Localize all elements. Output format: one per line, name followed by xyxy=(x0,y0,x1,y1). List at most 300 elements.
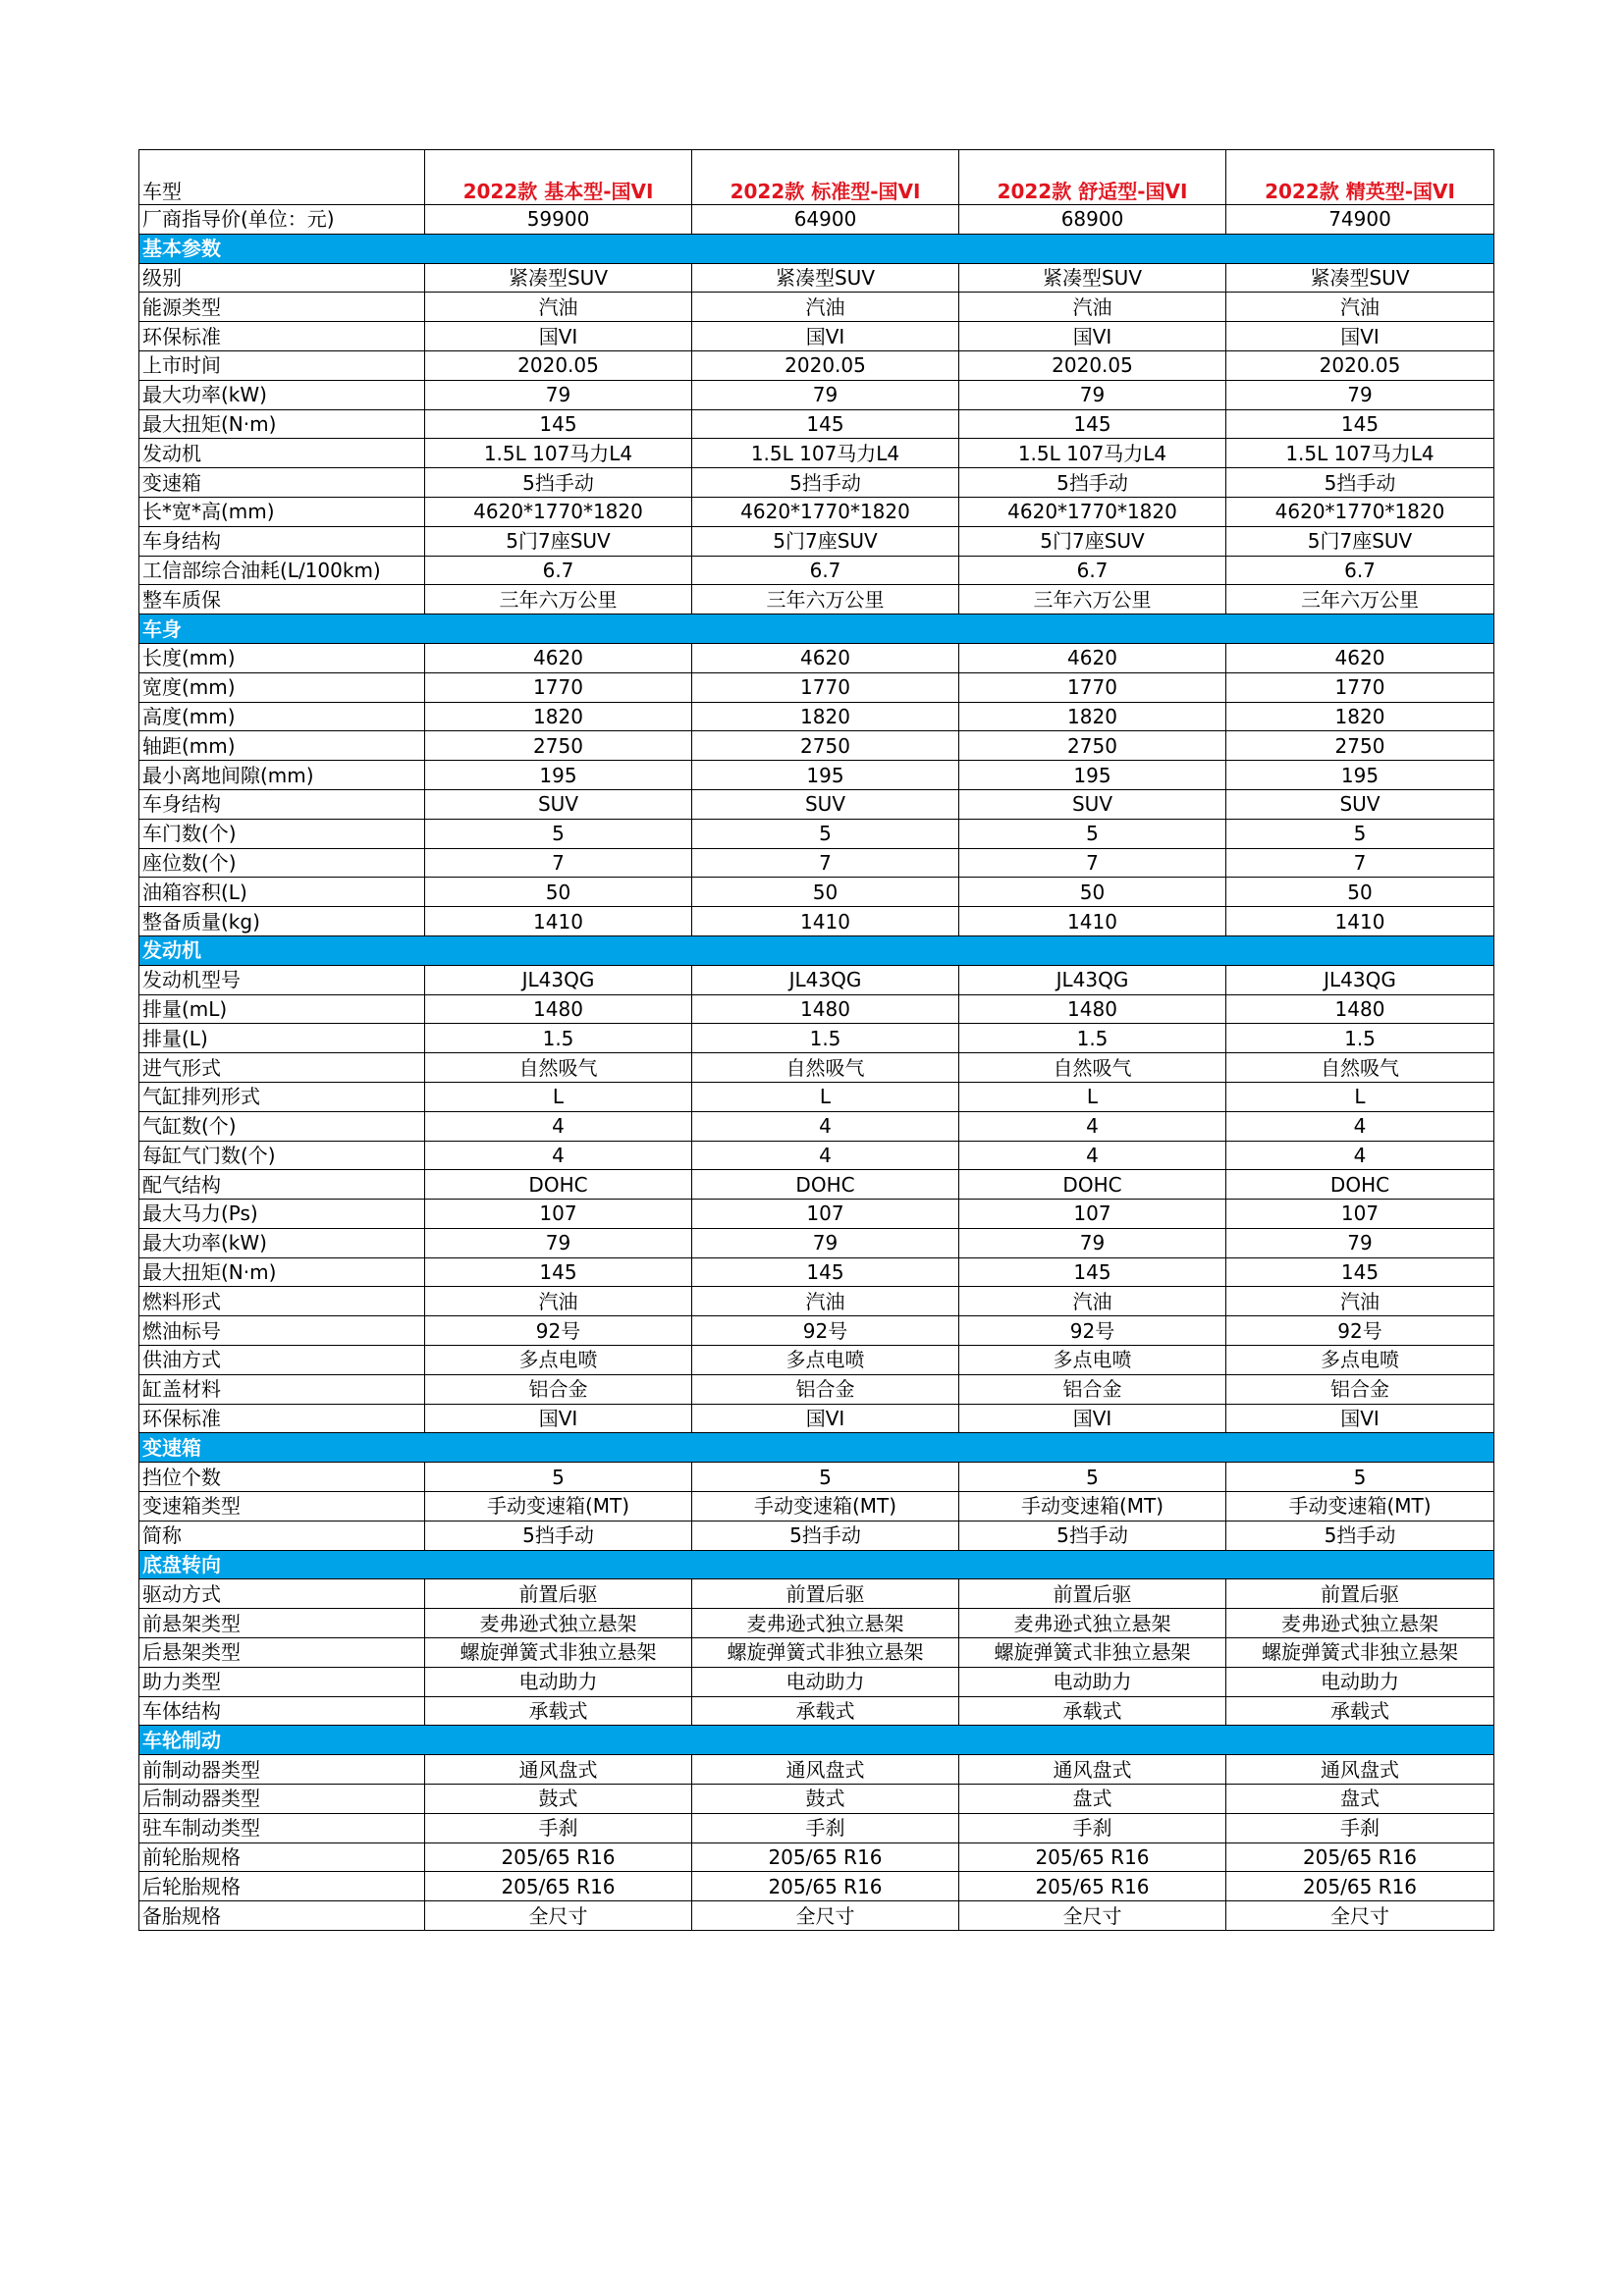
spec-label: 最大扭矩(N·m) xyxy=(139,409,425,439)
spec-label: 每缸气门数(个) xyxy=(139,1141,425,1170)
spec-value: 79 xyxy=(1226,1228,1494,1257)
section-header xyxy=(139,614,1494,644)
spec-value: 5 xyxy=(692,819,959,848)
spec-value: 79 xyxy=(425,380,692,409)
spec-label: 长*宽*高(mm) xyxy=(139,497,425,526)
spec-value: 145 xyxy=(1226,1257,1494,1287)
spec-value: 紧凑型SUV xyxy=(1226,263,1494,293)
spec-row xyxy=(139,731,1494,761)
spec-value: 50 xyxy=(425,878,692,907)
spec-value: DOHC xyxy=(425,1170,692,1200)
spec-value: 鼓式 xyxy=(425,1785,692,1814)
price-label: 厂商指导价(单位：元) xyxy=(139,205,425,235)
spec-value: DOHC xyxy=(692,1170,959,1200)
spec-value: 多点电喷 xyxy=(425,1346,692,1375)
spec-value: 手刹 xyxy=(425,1813,692,1842)
spec-value: JL43QG xyxy=(1226,965,1494,994)
spec-value: 205/65 R16 xyxy=(425,1872,692,1901)
spec-value: 1480 xyxy=(425,994,692,1024)
spec-label: 发动机 xyxy=(139,439,425,468)
spec-value: 铝合金 xyxy=(1226,1374,1494,1404)
spec-label: 后轮胎规格 xyxy=(139,1872,425,1901)
spec-row xyxy=(139,1141,1494,1170)
spec-value: 92号 xyxy=(959,1316,1226,1346)
spec-value: 通风盘式 xyxy=(692,1755,959,1785)
spec-row xyxy=(139,1316,1494,1346)
spec-value: 195 xyxy=(959,761,1226,790)
spec-value: 汽油 xyxy=(959,293,1226,322)
spec-value: 5 xyxy=(959,819,1226,848)
spec-row xyxy=(139,702,1494,731)
spec-value: 1410 xyxy=(425,907,692,936)
spec-value: 6.7 xyxy=(959,556,1226,585)
spec-row xyxy=(139,643,1494,672)
spec-value: 5挡手动 xyxy=(959,468,1226,498)
spec-value: 前置后驱 xyxy=(425,1579,692,1609)
spec-row xyxy=(139,878,1494,907)
spec-row xyxy=(139,848,1494,878)
spec-value: 盘式 xyxy=(959,1785,1226,1814)
spec-value: 79 xyxy=(1226,380,1494,409)
spec-value: 145 xyxy=(959,409,1226,439)
spec-value: 1.5 xyxy=(1226,1024,1494,1053)
spec-value: 7 xyxy=(959,848,1226,878)
spec-row xyxy=(139,1842,1494,1872)
spec-value: 205/65 R16 xyxy=(1226,1842,1494,1872)
spec-label: 整备质量(kg) xyxy=(139,907,425,936)
spec-row xyxy=(139,1287,1494,1316)
spec-row xyxy=(139,1492,1494,1522)
spec-value: 7 xyxy=(425,848,692,878)
spec-value: 麦弗逊式独立悬架 xyxy=(959,1609,1226,1638)
spec-value: 107 xyxy=(1226,1200,1494,1229)
spec-value: JL43QG xyxy=(425,965,692,994)
section-title: 发动机 xyxy=(139,935,1494,965)
spec-value: 5 xyxy=(1226,819,1494,848)
spec-label: 变速箱 xyxy=(139,468,425,498)
spec-value: 205/65 R16 xyxy=(1226,1872,1494,1901)
spec-value: 通风盘式 xyxy=(1226,1755,1494,1785)
spec-value: 5 xyxy=(1226,1463,1494,1492)
header-label: 车型 xyxy=(139,150,425,205)
spec-value: 汽油 xyxy=(692,1287,959,1316)
spec-value: 195 xyxy=(425,761,692,790)
spec-value: 螺旋弹簧式非独立悬架 xyxy=(692,1638,959,1668)
spec-row xyxy=(139,585,1494,614)
spec-label: 最大马力(Ps) xyxy=(139,1200,425,1229)
section-header xyxy=(139,1433,1494,1463)
spec-value: 1820 xyxy=(1226,702,1494,731)
spec-value: 145 xyxy=(959,1257,1226,1287)
spec-value: 4620*1770*1820 xyxy=(1226,497,1494,526)
spec-value: SUV xyxy=(959,789,1226,819)
spec-value: 国VI xyxy=(959,1404,1226,1433)
spec-value: 5 xyxy=(959,1463,1226,1492)
spec-row xyxy=(139,1228,1494,1257)
spec-row xyxy=(139,1024,1494,1053)
spec-label: 驱动方式 xyxy=(139,1579,425,1609)
spec-value: 多点电喷 xyxy=(959,1346,1226,1375)
spec-value: 全尺寸 xyxy=(425,1901,692,1931)
spec-value: 1.5 xyxy=(959,1024,1226,1053)
model-header-row xyxy=(139,150,1494,205)
spec-value: 7 xyxy=(1226,848,1494,878)
spec-value: 79 xyxy=(959,1228,1226,1257)
spec-row xyxy=(139,1374,1494,1404)
model-name: 2022款 精英型-国VI xyxy=(1226,150,1494,205)
spec-row xyxy=(139,789,1494,819)
spec-value: 2750 xyxy=(425,731,692,761)
spec-row xyxy=(139,1755,1494,1785)
spec-row xyxy=(139,965,1494,994)
spec-value: 铝合金 xyxy=(425,1374,692,1404)
spec-label: 气缸数(个) xyxy=(139,1111,425,1141)
spec-value: 1770 xyxy=(692,672,959,702)
spec-table-body xyxy=(139,150,1494,1931)
spec-value: JL43QG xyxy=(692,965,959,994)
spec-value: 1820 xyxy=(425,702,692,731)
spec-row xyxy=(139,1346,1494,1375)
spec-value: 92号 xyxy=(1226,1316,1494,1346)
spec-row xyxy=(139,350,1494,380)
spec-label: 车身结构 xyxy=(139,526,425,556)
spec-row xyxy=(139,556,1494,585)
spec-value: 195 xyxy=(1226,761,1494,790)
spec-value: 全尺寸 xyxy=(1226,1901,1494,1931)
spec-value: 前置后驱 xyxy=(1226,1579,1494,1609)
spec-value: 4 xyxy=(692,1141,959,1170)
spec-row xyxy=(139,1257,1494,1287)
spec-label: 缸盖材料 xyxy=(139,1374,425,1404)
spec-value: 螺旋弹簧式非独立悬架 xyxy=(425,1638,692,1668)
spec-value: 1.5L 107马力L4 xyxy=(692,439,959,468)
spec-value: 电动助力 xyxy=(692,1667,959,1696)
spec-value: 麦弗逊式独立悬架 xyxy=(425,1609,692,1638)
spec-value: 电动助力 xyxy=(959,1667,1226,1696)
spec-label: 助力类型 xyxy=(139,1667,425,1696)
spec-value: 4620 xyxy=(425,643,692,672)
spec-row xyxy=(139,819,1494,848)
spec-value: 5 xyxy=(425,1463,692,1492)
spec-value: 205/65 R16 xyxy=(959,1872,1226,1901)
section-header xyxy=(139,1550,1494,1579)
spec-row xyxy=(139,1463,1494,1492)
spec-row xyxy=(139,380,1494,409)
spec-value: 4 xyxy=(425,1111,692,1141)
section-header xyxy=(139,935,1494,965)
price-value: 64900 xyxy=(692,205,959,235)
spec-label: 前悬架类型 xyxy=(139,1609,425,1638)
spec-value: 2750 xyxy=(1226,731,1494,761)
spec-value: 5门7座SUV xyxy=(692,526,959,556)
spec-value: 2750 xyxy=(959,731,1226,761)
spec-label: 配气结构 xyxy=(139,1170,425,1200)
spec-value: 205/65 R16 xyxy=(959,1842,1226,1872)
spec-value: 2750 xyxy=(692,731,959,761)
spec-value: 紧凑型SUV xyxy=(692,263,959,293)
spec-value: 4 xyxy=(1226,1141,1494,1170)
spec-value: 1.5L 107马力L4 xyxy=(959,439,1226,468)
spec-value: 145 xyxy=(692,1257,959,1287)
spec-label: 挡位个数 xyxy=(139,1463,425,1492)
spec-value: 50 xyxy=(959,878,1226,907)
spec-value: 三年六万公里 xyxy=(959,585,1226,614)
spec-value: 三年六万公里 xyxy=(692,585,959,614)
spec-value: DOHC xyxy=(959,1170,1226,1200)
spec-value: 5挡手动 xyxy=(692,468,959,498)
spec-label: 车体结构 xyxy=(139,1696,425,1726)
spec-value: 承载式 xyxy=(959,1696,1226,1726)
spec-value: 手动变速箱(MT) xyxy=(692,1492,959,1522)
spec-value: 7 xyxy=(692,848,959,878)
spec-value: 承载式 xyxy=(425,1696,692,1726)
spec-table xyxy=(138,149,1494,1931)
spec-value: 5挡手动 xyxy=(959,1521,1226,1550)
spec-value: 50 xyxy=(1226,878,1494,907)
spec-value: 5门7座SUV xyxy=(425,526,692,556)
spec-value: 5门7座SUV xyxy=(1226,526,1494,556)
spec-value: 5 xyxy=(425,819,692,848)
spec-value: 国VI xyxy=(1226,1404,1494,1433)
spec-value: 通风盘式 xyxy=(959,1755,1226,1785)
spec-label: 排量(mL) xyxy=(139,994,425,1024)
spec-value: 2020.05 xyxy=(1226,350,1494,380)
spec-value: 自然吸气 xyxy=(692,1053,959,1083)
spec-value: 自然吸气 xyxy=(959,1053,1226,1083)
spec-label: 后悬架类型 xyxy=(139,1638,425,1668)
spec-value: 承载式 xyxy=(692,1696,959,1726)
spec-value: 多点电喷 xyxy=(692,1346,959,1375)
section-title: 车轮制动 xyxy=(139,1726,1494,1755)
spec-value: 国VI xyxy=(692,322,959,351)
spec-value: 自然吸气 xyxy=(425,1053,692,1083)
spec-value: 1480 xyxy=(1226,994,1494,1024)
spec-row xyxy=(139,497,1494,526)
spec-label: 备胎规格 xyxy=(139,1901,425,1931)
spec-value: 145 xyxy=(692,409,959,439)
spec-value: 6.7 xyxy=(692,556,959,585)
spec-value: SUV xyxy=(692,789,959,819)
spec-row xyxy=(139,1521,1494,1550)
spec-value: 盘式 xyxy=(1226,1785,1494,1814)
spec-value: 1770 xyxy=(1226,672,1494,702)
spec-value: 107 xyxy=(959,1200,1226,1229)
spec-label: 车门数(个) xyxy=(139,819,425,848)
spec-row xyxy=(139,994,1494,1024)
spec-value: 汽油 xyxy=(1226,293,1494,322)
spec-value: 205/65 R16 xyxy=(692,1872,959,1901)
spec-value: 自然吸气 xyxy=(1226,1053,1494,1083)
spec-row xyxy=(139,761,1494,790)
price-value: 59900 xyxy=(425,205,692,235)
spec-value: 5挡手动 xyxy=(1226,1521,1494,1550)
spec-row xyxy=(139,1813,1494,1842)
spec-value: 4620*1770*1820 xyxy=(425,497,692,526)
spec-label: 燃料形式 xyxy=(139,1287,425,1316)
spec-value: 1480 xyxy=(959,994,1226,1024)
section-header xyxy=(139,1726,1494,1755)
spec-value: 107 xyxy=(692,1200,959,1229)
spec-value: 铝合金 xyxy=(692,1374,959,1404)
spec-value: 1480 xyxy=(692,994,959,1024)
spec-value: 2020.05 xyxy=(425,350,692,380)
spec-row xyxy=(139,1872,1494,1901)
spec-row xyxy=(139,1696,1494,1726)
spec-row xyxy=(139,1785,1494,1814)
spec-row xyxy=(139,907,1494,936)
section-title: 车身 xyxy=(139,614,1494,644)
spec-label: 工信部综合油耗(L/100km) xyxy=(139,556,425,585)
spec-label: 环保标准 xyxy=(139,322,425,351)
spec-row xyxy=(139,1170,1494,1200)
spec-value: 手动变速箱(MT) xyxy=(1226,1492,1494,1522)
spec-row xyxy=(139,439,1494,468)
spec-value: 国VI xyxy=(425,322,692,351)
spec-value: 4620 xyxy=(959,643,1226,672)
spec-value: 205/65 R16 xyxy=(425,1842,692,1872)
spec-label: 前制动器类型 xyxy=(139,1755,425,1785)
spec-value: 国VI xyxy=(425,1404,692,1433)
spec-value: 通风盘式 xyxy=(425,1755,692,1785)
spec-label: 宽度(mm) xyxy=(139,672,425,702)
spec-label: 后制动器类型 xyxy=(139,1785,425,1814)
spec-row xyxy=(139,1111,1494,1141)
spec-value: 汽油 xyxy=(425,293,692,322)
spec-value: 145 xyxy=(425,1257,692,1287)
spec-value: 4620 xyxy=(692,643,959,672)
spec-value: 195 xyxy=(692,761,959,790)
spec-label: 气缸排列形式 xyxy=(139,1082,425,1111)
spec-value: 5 xyxy=(692,1463,959,1492)
spec-value: 1820 xyxy=(692,702,959,731)
spec-label: 简称 xyxy=(139,1521,425,1550)
model-name: 2022款 舒适型-国VI xyxy=(959,150,1226,205)
spec-value: 145 xyxy=(425,409,692,439)
model-name: 2022款 标准型-国VI xyxy=(692,150,959,205)
spec-label: 长度(mm) xyxy=(139,643,425,672)
spec-value: 205/65 R16 xyxy=(692,1842,959,1872)
spec-label: 轴距(mm) xyxy=(139,731,425,761)
spec-row xyxy=(139,1901,1494,1931)
spec-value: 前置后驱 xyxy=(959,1579,1226,1609)
spec-label: 驻车制动类型 xyxy=(139,1813,425,1842)
spec-label: 油箱容积(L) xyxy=(139,878,425,907)
spec-value: 汽油 xyxy=(959,1287,1226,1316)
spec-value: 2020.05 xyxy=(692,350,959,380)
spec-value: 手刹 xyxy=(692,1813,959,1842)
spec-value: 1.5 xyxy=(692,1024,959,1053)
spec-value: 麦弗逊式独立悬架 xyxy=(1226,1609,1494,1638)
spec-value: 电动助力 xyxy=(425,1667,692,1696)
spec-value: 麦弗逊式独立悬架 xyxy=(692,1609,959,1638)
spec-row xyxy=(139,263,1494,293)
spec-row xyxy=(139,1579,1494,1609)
spec-value: 4 xyxy=(959,1111,1226,1141)
spec-value: 螺旋弹簧式非独立悬架 xyxy=(959,1638,1226,1668)
spec-value: 国VI xyxy=(959,322,1226,351)
spec-label: 上市时间 xyxy=(139,350,425,380)
spec-value: 紧凑型SUV xyxy=(959,263,1226,293)
spec-value: 1.5L 107马力L4 xyxy=(1226,439,1494,468)
spec-label: 高度(mm) xyxy=(139,702,425,731)
spec-value: 4620*1770*1820 xyxy=(959,497,1226,526)
spec-value: 手刹 xyxy=(1226,1813,1494,1842)
spec-value: 4620*1770*1820 xyxy=(692,497,959,526)
spec-value: L xyxy=(692,1082,959,1111)
spec-value: 92号 xyxy=(692,1316,959,1346)
spec-value: 汽油 xyxy=(1226,1287,1494,1316)
section-header xyxy=(139,234,1494,263)
spec-value: 5挡手动 xyxy=(692,1521,959,1550)
spec-row xyxy=(139,409,1494,439)
spec-value: 1770 xyxy=(425,672,692,702)
spec-value: DOHC xyxy=(1226,1170,1494,1200)
spec-label: 最大功率(kW) xyxy=(139,380,425,409)
spec-value: 三年六万公里 xyxy=(1226,585,1494,614)
spec-row xyxy=(139,1053,1494,1083)
spec-value: 电动助力 xyxy=(1226,1667,1494,1696)
section-title: 底盘转向 xyxy=(139,1550,1494,1579)
spec-value: 三年六万公里 xyxy=(425,585,692,614)
spec-label: 最小离地间隙(mm) xyxy=(139,761,425,790)
spec-value: 国VI xyxy=(692,1404,959,1433)
spec-value: 79 xyxy=(692,1228,959,1257)
spec-label: 最大功率(kW) xyxy=(139,1228,425,1257)
spec-row xyxy=(139,468,1494,498)
spec-value: 承载式 xyxy=(1226,1696,1494,1726)
spec-value: JL43QG xyxy=(959,965,1226,994)
spec-value: 汽油 xyxy=(692,293,959,322)
spec-label: 最大扭矩(N·m) xyxy=(139,1257,425,1287)
spec-value: 4620 xyxy=(1226,643,1494,672)
spec-value: 手动变速箱(MT) xyxy=(959,1492,1226,1522)
section-title: 基本参数 xyxy=(139,234,1494,263)
spec-value: 1410 xyxy=(959,907,1226,936)
spec-value: 145 xyxy=(1226,409,1494,439)
spec-row xyxy=(139,526,1494,556)
spec-value: 全尺寸 xyxy=(692,1901,959,1931)
spec-value: 79 xyxy=(692,380,959,409)
spec-row xyxy=(139,1638,1494,1668)
spec-value: 1.5 xyxy=(425,1024,692,1053)
spec-value: 铝合金 xyxy=(959,1374,1226,1404)
spec-row xyxy=(139,1200,1494,1229)
spec-label: 燃油标号 xyxy=(139,1316,425,1346)
section-title: 变速箱 xyxy=(139,1433,1494,1463)
spec-value: 107 xyxy=(425,1200,692,1229)
spec-value: 1820 xyxy=(959,702,1226,731)
spec-row xyxy=(139,1609,1494,1638)
spec-value: SUV xyxy=(425,789,692,819)
spec-value: 手刹 xyxy=(959,1813,1226,1842)
spec-label: 进气形式 xyxy=(139,1053,425,1083)
spec-value: 5挡手动 xyxy=(425,1521,692,1550)
spec-label: 级别 xyxy=(139,263,425,293)
spec-value: L xyxy=(959,1082,1226,1111)
spec-value: 4 xyxy=(692,1111,959,1141)
spec-value: 4 xyxy=(425,1141,692,1170)
spec-value: 1410 xyxy=(692,907,959,936)
spec-label: 发动机型号 xyxy=(139,965,425,994)
spec-value: 79 xyxy=(959,380,1226,409)
spec-label: 车身结构 xyxy=(139,789,425,819)
spec-value: 鼓式 xyxy=(692,1785,959,1814)
spec-value: 6.7 xyxy=(425,556,692,585)
price-value: 74900 xyxy=(1226,205,1494,235)
spec-value: 前置后驱 xyxy=(692,1579,959,1609)
spec-value: 79 xyxy=(425,1228,692,1257)
spec-value: 50 xyxy=(692,878,959,907)
